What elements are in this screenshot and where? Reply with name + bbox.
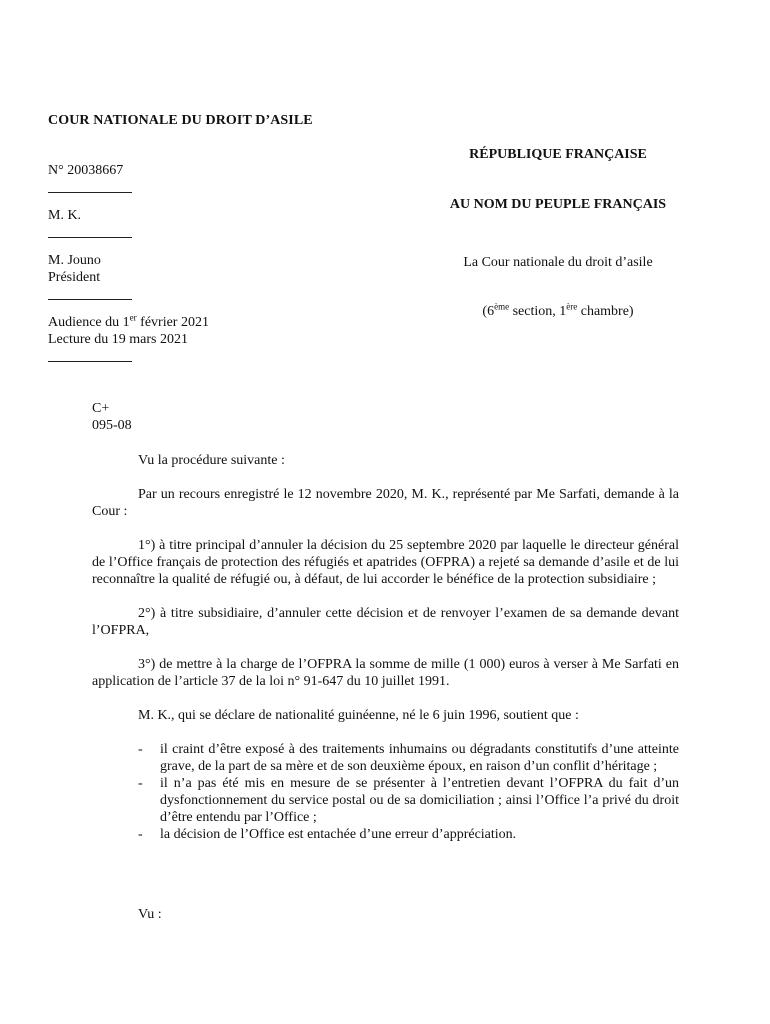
- separator-rule: [48, 299, 132, 300]
- court-name: La Cour nationale du droit d’asile: [463, 255, 653, 270]
- vu-heading: Vu :: [138, 907, 162, 922]
- section-sup-2: ère: [566, 301, 578, 312]
- list-item-text: la décision de l’Office est entachée d’une erreur d’appréciation.: [160, 827, 517, 842]
- dash-bullet: -: [138, 776, 143, 791]
- judge-role: Président: [48, 270, 101, 285]
- judge-name: M. Jouno: [48, 253, 101, 268]
- party-name: M. K.: [48, 208, 82, 223]
- paragraph-recours: Par un recours enregistré le 12 novembre 2020, M. K., représenté par Me Sarfati, demande à la Cour :: [92, 487, 679, 519]
- list-item-text: il craint d’être exposé à des traitements inhumains ou dégradants constitutifs d’une atteinte grave, de la part de sa mère et de son deuxième époux, en raison d’un conflit d’héritage ;: [160, 742, 679, 774]
- hearing-date: [48, 314, 248, 331]
- separator-rule: [48, 192, 132, 193]
- separator-rule: [48, 361, 132, 362]
- code-line-2: 095-08: [92, 418, 132, 433]
- section-open: (6: [482, 304, 495, 319]
- hearing-date-rest: février 2021: [136, 315, 209, 330]
- separator-rule: [48, 237, 132, 238]
- arguments-list: [92, 741, 679, 843]
- case-info-block: [48, 162, 248, 376]
- paragraph-procedure: Vu la procédure suivante :: [138, 453, 285, 468]
- list-item: [92, 741, 679, 775]
- list-item-text: il n’a pas été mis en mesure de se présenter à l’entretien devant l’OFPRA du fait d’un dysfonctionnement du service postal ou de sa domiciliation ; ainsi l’Office l’a privé du droit d’être entendu par l’Office ;: [160, 776, 679, 825]
- case-number: N° 20038667: [48, 163, 124, 178]
- court-title: COUR NATIONALE DU DROIT D’ASILE: [48, 113, 313, 128]
- hearing-date-prefix: Audience du 1: [48, 315, 130, 330]
- section-sup-1: ème: [494, 301, 510, 312]
- paragraph-soutient: M. K., qui se déclare de nationalité guinéenne, né le 6 juin 1996, soutient que :: [138, 708, 579, 723]
- list-item: [92, 826, 679, 843]
- section-chamber: [430, 303, 686, 320]
- classification-codes: [92, 400, 132, 434]
- republic-heading: RÉPUBLIQUE FRANÇAISE: [469, 147, 647, 162]
- paragraph-demande-2: 2°) à titre subsidiaire, d’annuler cette décision et de renvoyer l’examen de sa demande devant l’OFPRA,: [92, 606, 679, 638]
- reading-date: Lecture du 19 mars 2021: [48, 332, 188, 347]
- list-item: [92, 775, 679, 826]
- dash-bullet: -: [138, 827, 143, 842]
- hearing-date-sup: er: [129, 312, 137, 323]
- paragraph-demande-1: 1°) à titre principal d’annuler la décision du 25 septembre 2020 par laquelle le directeur général de l’Office français de protection des réfugiés et apatrides (OFPRA) a rejeté sa demande d’asile et de lui reconnaître la qualité de réfugié ou, à défaut, de lui accorder le bénéfice de la protection subsidiaire ;: [92, 538, 679, 587]
- code-line-1: C+: [92, 401, 110, 416]
- section-close: chambre): [577, 304, 634, 319]
- paragraph-demande-3: 3°) de mettre à la charge de l’OFPRA la somme de mille (1 000) euros à verser à Me Sarfati en application de l’article 37 de la loi n° 91-647 du 10 juillet 1991.: [92, 657, 679, 689]
- section-mid: section, 1: [509, 304, 567, 319]
- dash-bullet: -: [138, 742, 143, 757]
- au-nom-heading: AU NOM DU PEUPLE FRANÇAIS: [449, 197, 667, 212]
- body-text: [92, 452, 679, 843]
